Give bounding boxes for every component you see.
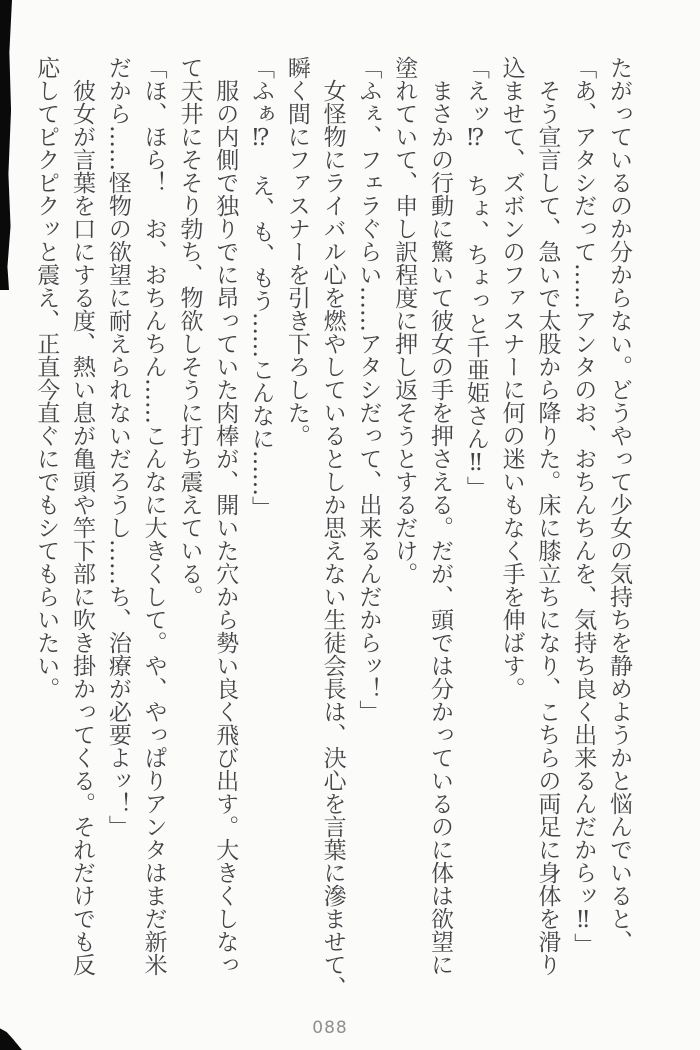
text-column: たがっているのか分からない。どうやって少女の気持ちを静めようかと悩んでいると、	[606, 56, 632, 953]
text-column: 女怪物にライバル心を燃やしているとしか思えない生徒会長は、決心を言葉に滲ませて、	[319, 79, 346, 999]
text-column: 込ませて、ズボンのファスナーに何の迷いもなく手を伸ばす。	[498, 56, 525, 700]
text-column: まさかの行動に驚いて彼女の手を押さえる。だが、頭では分かっているのに体は欲望に	[427, 79, 454, 976]
text-column: 「えッ⁉ ちょ、ちょっと千亜姫さん‼」	[462, 56, 489, 499]
text-column: 「ほ、ほら！ お、おちんちん……こんなに大きくして。や、やっぱりアンタはまだ新米	[140, 56, 167, 976]
text-column: 「ふぇ、フェラぐらい……アタシだって、出来るんだからッ！」	[355, 56, 382, 723]
text-column: だから……怪物の欲望に耐えられないだろうし……ち、治療が必要よッ！」	[104, 56, 131, 838]
text-column: そう宣言して、急いで太股から降りた。床に膝立ちになり、こちらの両足に身体を滑り	[534, 79, 561, 976]
text-column: 「あ、アタシだって……アンタのお、おちんちんを、気持ち良く出来るんだからッ‼」	[570, 56, 597, 956]
text-column: 彼女が言葉を口にする度、熱い息が亀頭や竿下部に吹き掛かってくる。それだけでも反	[69, 79, 96, 976]
text-column: 塗れていて、申し訳程度に押し返そうとするだけ。	[391, 56, 418, 585]
text-column: 瞬く間にファスナーを引き下ろした。	[283, 56, 310, 447]
page-number: 088	[312, 1018, 348, 1038]
scan-artifact-left-edge	[0, 0, 12, 290]
text-column: 応してピクピクッと震え、正直今直ぐにでもシてもらいたい。	[33, 56, 60, 700]
text-column: 服の内側で独りでに昂っていた肉棒が、開いた穴から勢い良く飛び出す。大きくしなっ	[212, 79, 239, 976]
text-column: 「ふぁ⁉ え、も、もう……こんなに……」	[248, 56, 275, 519]
text-column: て天井にそそり勃ち、物欲しそうに打ち震えている。	[176, 56, 203, 608]
vertical-text-block	[27, 56, 636, 1006]
